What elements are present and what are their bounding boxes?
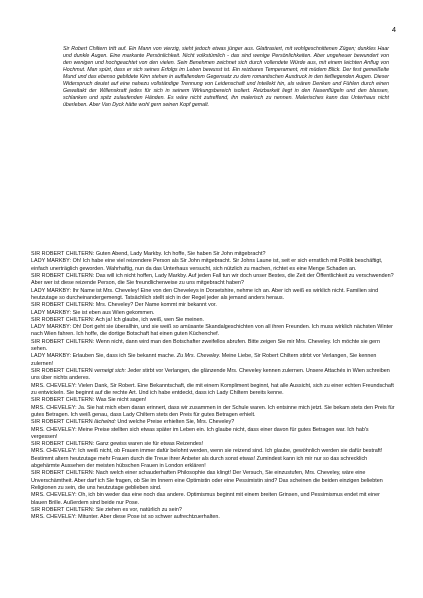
stage-direction-inline: verneigt sich: [94,368,127,374]
speaker-name: SIR ROBERT CHILTERN: [31,397,95,404]
speech-text: Oh, ich bin weder das eine noch das andere. Optimismus beginnt mit einem breiten Grinsen, und Pessimismus endet mit einer blauen Brille. Außerdem sind beide nur Pose. [31,492,380,506]
dialogue-line [31,427,395,442]
dialogue-line [31,405,395,420]
dialogue-line [31,448,395,470]
speaker-name: MRS. CHEVELEY: [31,448,77,455]
speech-text: Guten Abend, Lady Markby. Ich hoffe, Sie haben Sir John mitgebracht? [95,251,266,257]
speaker-name: SIR ROBERT CHILTERN [31,368,93,374]
stage-direction-inline: lächelnd: [94,419,116,426]
dialogue-line [31,353,395,368]
dialogue-line [31,317,395,324]
dialogue-line [31,514,395,521]
dialogue-line [31,273,395,288]
dialogue-line [31,470,395,492]
dialogue-line [31,251,395,258]
dialogue-line [31,383,395,398]
dialogue-line [31,258,395,273]
dialogue-line [31,441,395,448]
speech-text: Mitunter. Aber diese Pose ist so schwer aufrechtzuerhalten. [78,514,220,521]
speaker-name: SIR ROBERT CHILTERN: [31,316,95,323]
speaker-name: MRS. CHEVELEY: [31,382,77,389]
speech-text: Meine Liebe, Sir Robert Chiltern stirbt vor Verlangen, Sie kennen zulernen! [31,353,377,367]
dialogue-line [31,288,395,303]
speaker-name: LADY MARKBY: [31,287,72,294]
speaker-name: MRS. CHEVELEY: [31,404,77,411]
speaker-name: MRS. CHEVELEY: [31,492,77,499]
speech-text: Meine Preise stellten sich etwas später im Leben ein. Ich glaube nicht, dass einer davon für gutes Betragen war. Ich hab's vergessen! [31,426,369,440]
dialogue-line [31,339,395,354]
speaker-name: SIR ROBERT CHILTERN [31,419,93,426]
speech-text: Erlauben Sie, dass ich Sie bekannt mache. [72,353,176,360]
speech-text: Nach welch einer schauderhaften Philosophie das klingt! Der Versuch, Sie einzustufen, Mrs. Cheveley, wäre eine Unverschämtheit. Aber darf ich Sie fragen, ob Sie im Innern eine Optimistin oder eine Pessimistin sind? Das scheinen die beiden einzigen beliebten Religionen zu sein, die uns heutzutage geblieben sind. [31,470,383,491]
speaker-name: SIR ROBERT CHILTERN: [31,441,95,448]
speaker-name: MRS. CHEVELEY: [31,426,77,433]
dialogue-line [31,368,395,383]
dialogue-line [31,419,395,426]
speaker-name: SIR ROBERT CHILTERN: [31,506,95,513]
speaker-name: SIR ROBERT CHILTERN: [31,251,95,257]
speaker-name: SIR ROBERT CHILTERN: [31,338,95,345]
speech-text: Mrs. Cheveley? Der Name kommt mir bekannt vor. [95,302,217,309]
speech-text: Wenn nicht, dann wird man den Botschafter zweifellos abrufen. Bitte zeigen Sie mir Mrs. Cheveley. Ich möchte sie gern sehen. [31,338,380,353]
speech-text: Ihr Name ist Mrs. Cheveley! Eine von den Cheveleys in Dorsetshire, nehme ich an. Aber ich weiß es wirklich nicht. Familien sind heutzutage so durcheinandergemengt. Tatsächlich stellt sich in der Regel jeder als jemand anders heraus. [31,287,379,301]
speaker-name: LADY MARKBY: [31,258,72,265]
dialogue-line [31,492,395,507]
dialogue-line [31,397,395,404]
speech-text: Vielen Dank, Sir Robert. Eine Bekanntschaft, die mit einem Kompliment beginnt, hat alle Aussicht, sich zu einer echten Freundschaft zu entwickeln. Sie beginnt auf die rechte Art. Und ich habe entdeckt, dass ich Lady Chiltern bereits kenne. [31,382,394,396]
speech-text: Was Sie nicht sagen! [95,397,147,404]
speech-text: Sie ist eben aus Wien gekommen. [72,309,155,316]
speech-text: Oh! Ich habe eine viel reizendere Person als Sir John mitgebracht. Sir Johns Laune ist, seit er sich ernstlich mit Politik beschäftigt, einfach unerträglich geworden. Wahrhaftig, nun da das Unterhaus versucht, sich nützlich zu machen, richtet es eine Menge Schaden an. [31,258,383,272]
dialogue-line [31,302,395,309]
dialogue-line [31,310,395,317]
speech-text: Oh! Dort geht sie überallhin, und sie weiß so amüsante Skandalgeschichten von all ihren Freunden. Ich muss wirklich nächsten Winter nach Wien fahren. Ich hoffe, die dortige Botschaft hat einen guten Küchenchef. [31,324,393,338]
page-number: 4 [391,25,396,34]
speaker-name: SIR ROBERT CHILTERN: [31,470,95,477]
speech-text: Ja. Sie hat mich eben daran erinnert, dass wir zusammen in der Schule waren. Ich entsinne mich jetzt. Sie bekam stets den Preis für gutes Betragen. Ich weiß genau, dass Lady Chiltern stets den Preis für gutes Betragen erhielt. [31,404,395,418]
speaker-name: SIR ROBERT CHILTERN: [31,302,95,309]
stage-direction: Sir Robert Chiltern tritt auf. Ein Mann von vierzig, sieht jedoch etwas jünger aus. Glattrasiert, mit wohlgeschnittenen Zügen; dunkles Haar und dunkle Augen. Eine markante Persönlichkeit. Nicht volkstümlich - das sind wenige Persönlichkeiten. Aber ungeheuer bewundert von den wenigen und hochgeachtet von den vielen. Sein Benehmen zeichnet sich durch vollendete Würde aus, mit einem leichten Anflug von Hochmut. Man spürt, dass er sich seines Erfolgs im Leben bewusst ist. Ein reizbares Temperament, mit müdem Blick. Der fest gemeißelte Mund und das ebenso gebildete Kinn stehen in auffallendem Gegensatz zu dem romantischen Ausdruck in den tiefliegenden Augen. Dieser Widerspruch deutet auf eine nahezu vollständige Trennung von Leidenschaft und Intellekt hin, als wären Denken und Fühlen durch einen Gewaltakt der Willenskraft jedes für sich in seinem Wirkungsbereich isoliert. Reizbarkeit liegt in den Nasenflügeln und den blassen, schlanken und spitz zulaufenden Händen. Es wäre nicht zutreffend, ihn malerisch zu nennen. Malerisches kann das Unterhaus nicht überleben. Aber Van Dyck hätte wohl gern seinen Kopf gemalt. [63,46,389,109]
dialogue [31,251,395,522]
speaker-name: MRS. CHEVELEY: [31,514,77,521]
dialogue-line [31,324,395,339]
speaker-name: LADY MARKBY: [31,324,72,331]
speech-text: Ach ja! Ich glaube, ich weiß, wen Sie meinen. [95,316,204,323]
speech-text: Sie ziehen es vor, natürlich zu sein? [95,506,182,513]
speaker-name: LADY MARKBY: [31,353,72,360]
speech-text: Ich weiß nicht, ob Frauen immer dafür belohnt werden, wenn sie reizend sind. Ich glaube, gewöhnlich werden sie dafür bestraft! Bestimmt altern heutzutage mehr Frauen durch die Treue ihrer Anbeter als durch sonst etwas! Zumindest kann ich mir nur so das schrecklich abgehärmte Aussehen der meisten hübschen Frauen in London erklären! [31,448,383,470]
speaker-name: LADY MARKBY: [31,309,72,316]
speech-text: Das will ich nicht hoffen, Lady Markby. Auf jeden Fall tun wir doch unser Bestes, die Zeit der Öffentlichkeit zu verschwenden? Aber wer ist diese reizende Person, die Sie freundlicherweise zu uns mitgebracht haben? [31,272,394,287]
speech-text: Jeder stirbt vor Verlangen, die glänzende Mrs. Cheveley kennen zulernen. Unsere Attachés in Wien schreiben uns über nichts anderes. [31,368,390,382]
speaker-name: SIR ROBERT CHILTERN: [31,272,95,279]
dialogue-line [31,507,395,514]
speech-text: Und welche Preise erhielten Sie, Mrs. Cheveley? [117,419,235,426]
speech-text: Ganz gewiss waren sie für etwas Reizendes! [95,441,204,448]
stage-direction-inline: Zu Mrs. Cheveley. [176,353,221,360]
